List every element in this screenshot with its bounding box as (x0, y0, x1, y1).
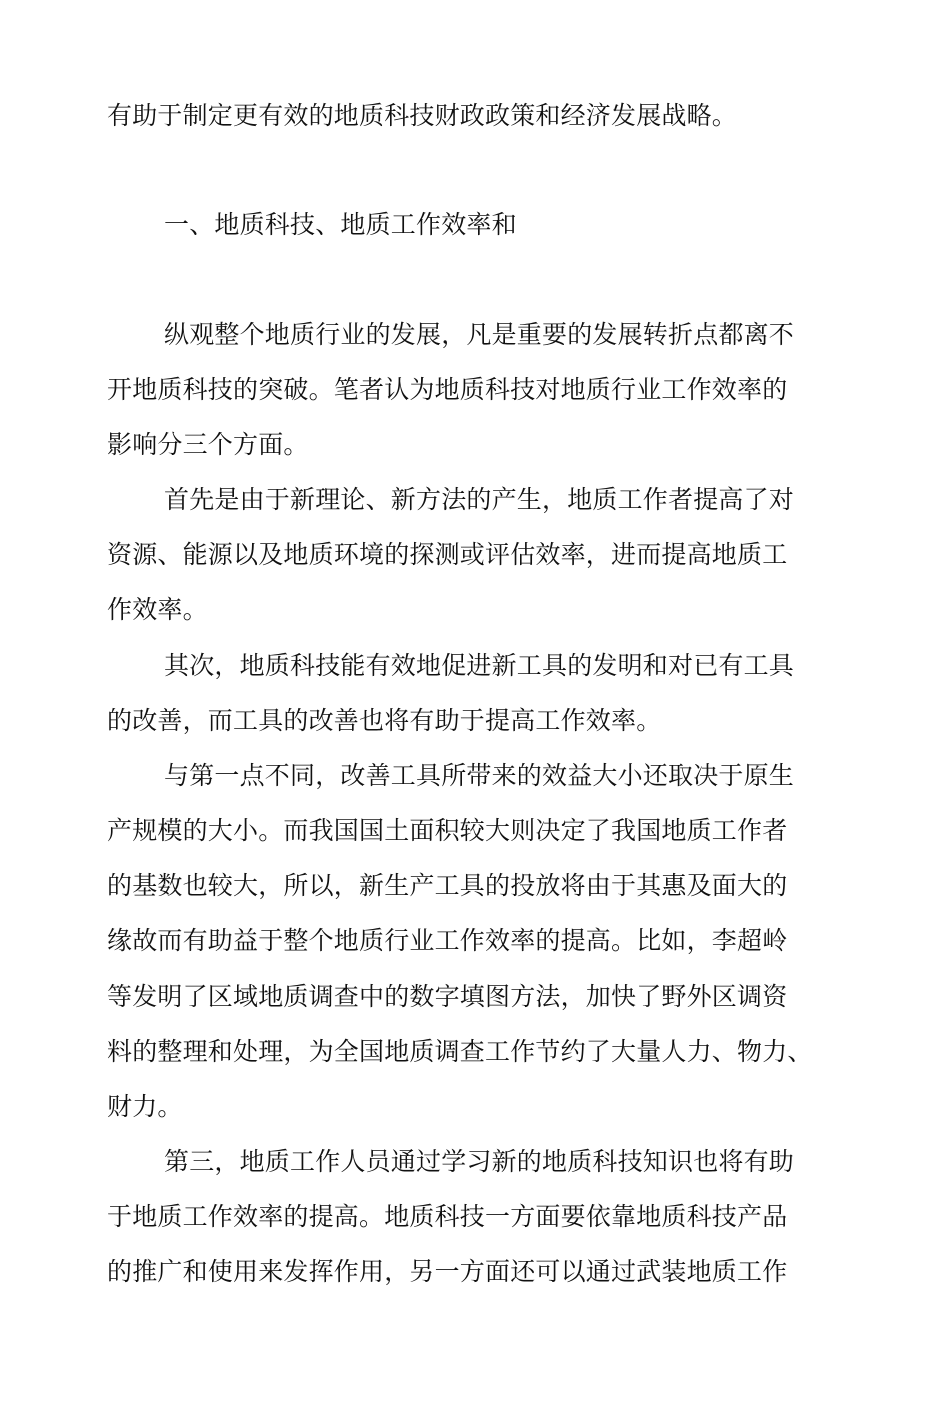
paragraph-line: 首先是由于新理论、新方法的产生，地质工作者提高了对 (164, 485, 795, 514)
paragraph-line: 于地质工作效率的提高。地质科技一方面要依靠地质科技产品 (107, 1202, 788, 1231)
paragraph-line: 纵观整个地质行业的发展，凡是重要的发展转折点都离不 (164, 320, 795, 349)
paragraph-line: 缘故而有助益于整个地质行业工作效率的提高。比如，李超岭 (107, 926, 788, 955)
paragraph-line: 的改善，而工具的改善也将有助于提高工作效率。 (107, 706, 662, 735)
paragraph-line: 作效率。 (107, 595, 208, 624)
paragraph-line: 第三，地质工作人员通过学习新的地质科技知识也将有助 (164, 1147, 795, 1176)
paragraph-line: 的基数也较大，所以，新生产工具的投放将由于其惠及面大的 (107, 871, 788, 900)
paragraph-line: 财力。 (107, 1092, 183, 1121)
paragraph-line: 有助于制定更有效的地质科技财政政策和经济发展战略。 (107, 101, 738, 130)
paragraph-line: 的推广和使用来发挥作用，另一方面还可以通过武装地质工作 (107, 1257, 788, 1286)
paragraph-line: 开地质科技的突破。笔者认为地质科技对地质行业工作效率的 (107, 375, 788, 404)
paragraph-line: 影响分三个方面。 (107, 430, 309, 459)
paragraph-line: 与第一点不同，改善工具所带来的效益大小还取决于原生 (164, 761, 795, 790)
paragraph-line: 资源、能源以及地质环境的探测或评估效率，进而提高地质工 (107, 540, 788, 569)
paragraph-line: 其次，地质科技能有效地促进新工具的发明和对已有工具 (164, 651, 795, 680)
paragraph-line: 等发明了区域地质调查中的数字填图方法，加快了野外区调资 (107, 982, 788, 1011)
section-heading: 一、地质科技、地质工作效率和 (164, 210, 517, 239)
paragraph-line: 料的整理和处理，为全国地质调查工作节约了大量人力、物力、 (107, 1037, 813, 1066)
paragraph-line: 产规模的大小。而我国国土面积较大则决定了我国地质工作者 (107, 816, 788, 845)
